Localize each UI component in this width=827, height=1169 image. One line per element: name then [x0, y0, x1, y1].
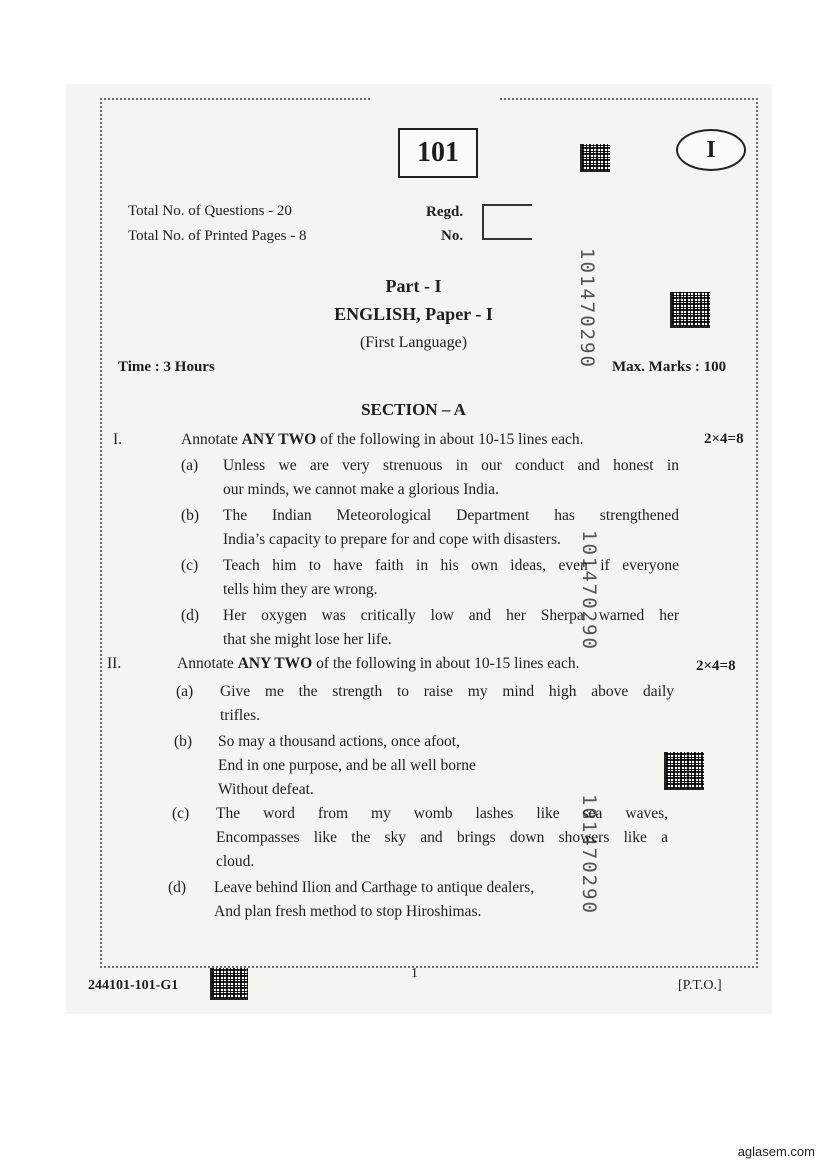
item-text: Unless we are very strenuous in our conduct and honest in our minds, we cannot make a glorious India. [223, 457, 679, 498]
question-number: II. [107, 655, 122, 672]
language-subtitle: (First Language) [359, 334, 468, 351]
item-label: (c) [172, 805, 190, 822]
qr-code-icon [580, 144, 610, 172]
item-text: The word from my womb lashes like sea waves, Encompasses like the sky and brings down showers like a cloud. [216, 805, 668, 870]
item-label: (a) [176, 683, 194, 700]
no-label: No. [441, 228, 464, 244]
total-pages: Total No. of Printed Pages - 8 [128, 228, 307, 244]
serial-number: 101470290 [578, 794, 600, 915]
item-label: (b) [174, 733, 193, 750]
serial-number: 101470290 [578, 530, 600, 651]
item-text: Teach him to have faith in his own ideas, even if everyone tells him they are wrong. [223, 557, 679, 598]
subject-title: ENGLISH, Paper - I [334, 304, 493, 324]
item-label: (b) [181, 507, 200, 524]
item-label: (a) [181, 457, 199, 474]
paper-code-box: 101 [398, 128, 478, 178]
item-text: The Indian Meteorological Department has strengthened India’s capacity to prepare for and cope with disasters. [223, 507, 679, 548]
item-text: Her oxygen was critically low and her Sherpa warned her that she might lose her life. [223, 607, 679, 648]
question-number: I. [113, 431, 123, 448]
serial-number: 101470290 [576, 248, 598, 369]
set-badge: I [676, 129, 746, 171]
watermark: aglasem.com [737, 1144, 815, 1159]
regd-number-box [482, 204, 532, 240]
regd-label: Regd. [426, 204, 464, 220]
item-label: (d) [181, 607, 200, 624]
question-instruction: Annotate ANY TWO of the following in about 10-15 lines each. [177, 655, 580, 672]
item-label: (d) [168, 879, 187, 896]
question-marks: 2×4=8 [704, 431, 744, 447]
section-title: SECTION – A [361, 400, 466, 419]
item-text: Leave behind Ilion and Carthage to antique dealers, And plan fresh method to stop Hiroshimas. [214, 879, 535, 920]
time-label: Time : 3 Hours [118, 359, 215, 375]
total-questions: Total No. of Questions - 20 [128, 203, 292, 219]
question-marks: 2×4=8 [696, 658, 736, 674]
part-title: Part - I [385, 276, 442, 296]
qr-code-icon [210, 968, 248, 1000]
item-label: (c) [181, 557, 199, 574]
item-text: So may a thousand actions, once afoot, End in one purpose, and be all well borne Without defeat. [218, 733, 476, 798]
question-instruction: Annotate ANY TWO of the following in about 10-15 lines each. [181, 431, 584, 448]
item-text: Give me the strength to raise my mind high above daily trifles. [220, 683, 674, 724]
footer-code: 244101-101-G1 [88, 978, 179, 993]
page-number: 1 [411, 966, 418, 981]
pto-label: [P.T.O.] [678, 978, 722, 993]
max-marks: Max. Marks : 100 [612, 359, 727, 375]
